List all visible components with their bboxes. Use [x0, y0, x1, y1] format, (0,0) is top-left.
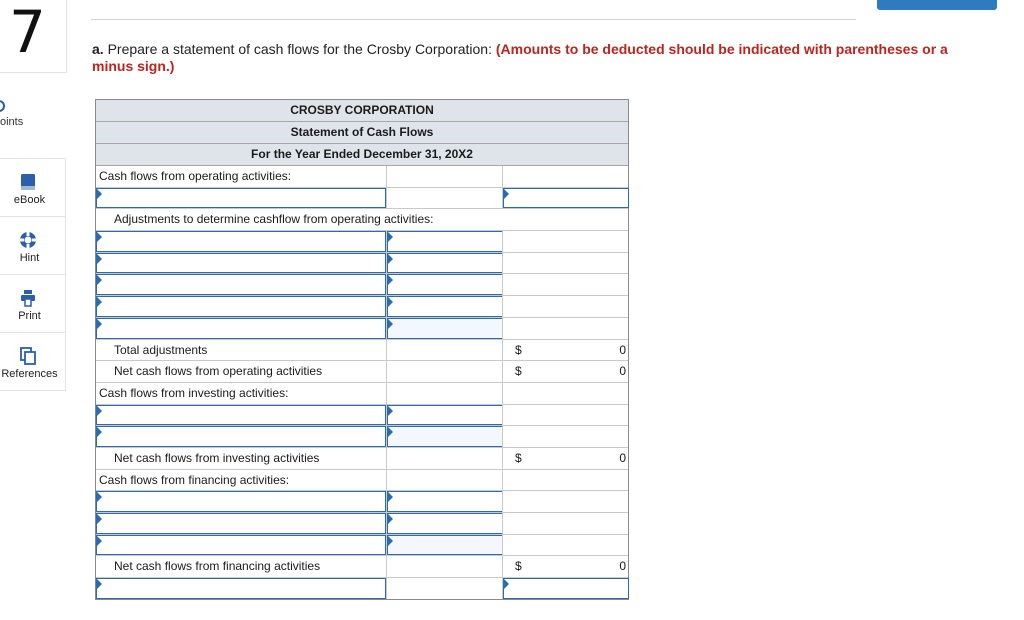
investing-amount-input[interactable]	[387, 426, 503, 447]
net-change-label-input[interactable]	[96, 578, 386, 599]
financing-amount-input[interactable]	[387, 535, 503, 556]
references-button[interactable]	[0, 333, 65, 390]
net-change-amount-input[interactable]	[503, 578, 629, 599]
cash-flow-statement	[95, 99, 629, 600]
references-icon	[18, 346, 38, 366]
investing-row	[96, 426, 628, 448]
book-icon	[18, 172, 38, 192]
adjustment-row	[96, 253, 628, 275]
prompt-prefix: a.	[92, 41, 104, 57]
net-change-row	[96, 578, 628, 599]
adjustment-row	[96, 274, 628, 296]
operating-header-row	[96, 166, 628, 188]
financing-header: Cash flows from financing activities:	[99, 472, 290, 487]
net-investing-label: Net cash flows from investing activities	[114, 450, 320, 465]
investing-amount-input[interactable]	[387, 405, 503, 426]
net-investing-value: 0	[619, 450, 626, 465]
ebook-label: eBook	[13, 194, 46, 206]
net-income-label-input[interactable]	[96, 188, 386, 209]
financing-row	[96, 535, 628, 557]
financing-header-row	[96, 470, 628, 492]
investing-label-input[interactable]	[96, 405, 386, 426]
references-label: References	[1, 368, 58, 380]
net-financing-row	[96, 556, 628, 578]
investing-label-input[interactable]	[96, 426, 386, 447]
check-my-work-button[interactable]	[877, 0, 997, 10]
adjustment-amount-input[interactable]	[387, 231, 503, 252]
print-button[interactable]	[0, 275, 65, 333]
tool-panel	[0, 158, 66, 391]
net-income-row	[96, 188, 628, 210]
investing-header: Cash flows from investing activities:	[99, 385, 289, 400]
adjustment-label-input[interactable]	[96, 274, 386, 295]
adjustment-amount-input[interactable]	[387, 274, 503, 295]
adjustment-row	[96, 296, 628, 318]
adjustment-amount-input[interactable]	[387, 253, 503, 274]
points-label: oints	[0, 116, 24, 128]
financing-amount-input[interactable]	[387, 491, 503, 512]
hint-button[interactable]	[0, 217, 65, 275]
investing-row	[96, 405, 628, 427]
currency-symbol: $	[515, 450, 522, 465]
adjustment-label-input[interactable]	[96, 231, 386, 252]
ebook-button[interactable]	[0, 159, 65, 217]
currency-symbol: $	[515, 364, 522, 379]
adjustment-label-input[interactable]	[96, 318, 386, 339]
adjustment-label-input[interactable]	[96, 296, 386, 317]
financing-row	[96, 513, 628, 535]
currency-symbol: $	[515, 342, 522, 357]
statement-period: For the Year Ended December 31, 20X2	[96, 144, 628, 166]
print-icon	[18, 288, 38, 308]
net-operating-row	[96, 361, 628, 383]
net-financing-value: 0	[619, 559, 626, 574]
total-adjustments-value: 0	[619, 342, 626, 357]
prompt-text: Prepare a statement of cash flows for the Crosby Corporation:	[103, 41, 496, 57]
financing-label-input[interactable]	[96, 491, 386, 512]
net-income-amount-input[interactable]	[503, 188, 629, 209]
prompt-note: (Amounts to be deducted should be indicated with parentheses or a minus sign.)	[92, 41, 948, 74]
financing-amount-input[interactable]	[387, 513, 503, 534]
financing-label-input[interactable]	[96, 513, 386, 534]
net-operating-label: Net cash flows from operating activities	[114, 364, 323, 379]
question-number: 7	[9, 0, 46, 66]
hint-label: Hint	[19, 252, 40, 264]
company-name: CROSBY CORPORATION	[96, 100, 628, 122]
adjustment-row	[96, 231, 628, 253]
total-adjustments-label: Total adjustments	[114, 342, 208, 357]
adjustments-header-row	[96, 209, 628, 231]
investing-header-row	[96, 383, 628, 405]
financing-label-input[interactable]	[96, 535, 386, 556]
adjustment-label-input[interactable]	[96, 253, 386, 274]
hint-icon	[18, 230, 38, 250]
net-financing-label: Net cash flows from financing activities	[114, 559, 321, 574]
operating-header: Cash flows from operating activities:	[99, 169, 292, 183]
question-prompt	[92, 41, 992, 75]
currency-symbol: $	[515, 559, 522, 574]
adjustment-amount-input[interactable]	[387, 318, 503, 339]
adjustment-row	[96, 318, 628, 340]
statement-title: Statement of Cash Flows	[96, 122, 628, 144]
points-icon	[0, 100, 5, 112]
financing-row	[96, 491, 628, 513]
adjustments-header: Adjustments to determine cashflow from operating activities:	[114, 212, 434, 227]
divider	[91, 19, 856, 20]
total-adjustments-row	[96, 340, 628, 362]
print-label: Print	[18, 310, 41, 322]
net-operating-value: 0	[619, 364, 626, 379]
net-investing-row	[96, 448, 628, 470]
adjustment-amount-input[interactable]	[387, 296, 503, 317]
